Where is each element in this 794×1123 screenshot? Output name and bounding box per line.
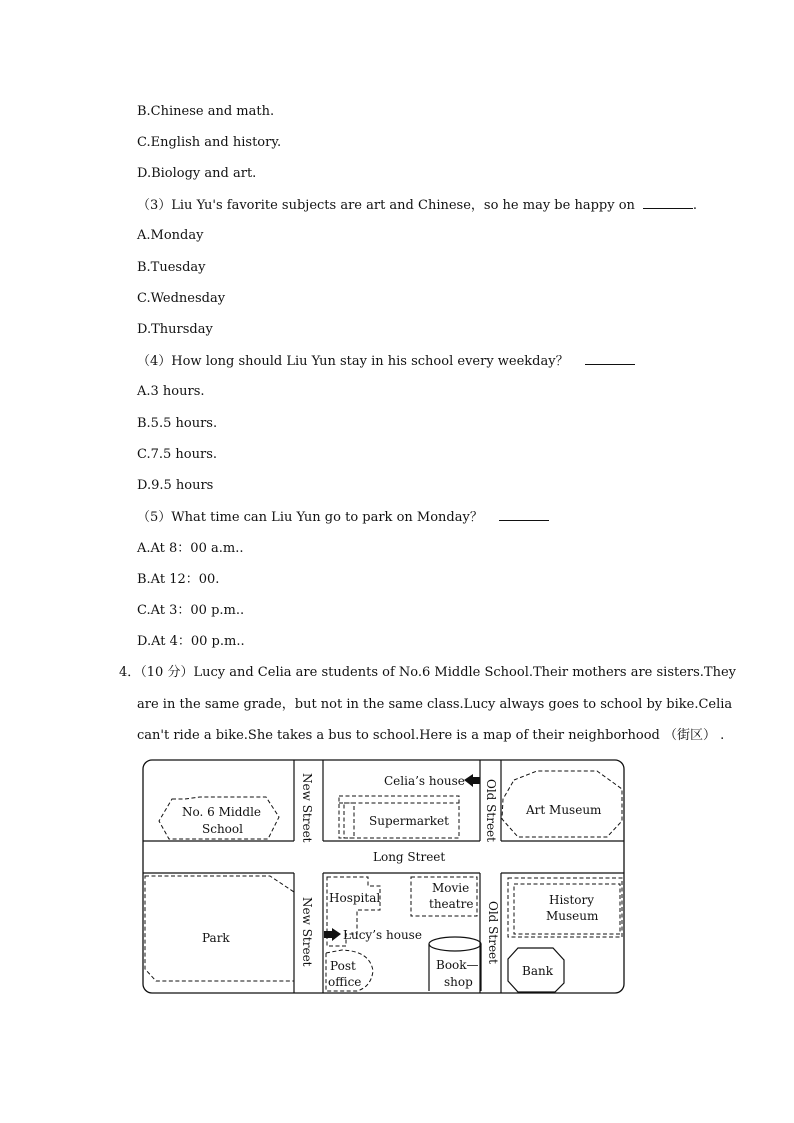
school-label-line1: No. 6 Middle bbox=[182, 805, 262, 819]
new-street-label-bottom: New Street bbox=[300, 897, 314, 967]
option-q2-b: B.Chinese and math. bbox=[137, 104, 275, 119]
post-office-label-line1: Post bbox=[330, 959, 356, 973]
option-q5-c: C.At 3：00 p.m.. bbox=[137, 603, 245, 618]
lucys-house-label: Lucy’s house bbox=[343, 928, 422, 942]
answer-blank-5[interactable] bbox=[499, 508, 549, 521]
q4-section-text-1: Lucy and Celia are students of No.6 Middle School.Their mothers are sisters.They bbox=[193, 665, 737, 680]
option-q4-d: D.9.5 hours bbox=[137, 478, 214, 493]
q4-section-line-3: can't ride a bike.She takes a bus to school.Here is a map of their neighborhood （街区） . bbox=[137, 728, 725, 743]
history-museum-label-line1: History bbox=[549, 893, 595, 907]
q4-section-line-1 bbox=[119, 664, 736, 682]
bank-label: Bank bbox=[522, 964, 553, 978]
park-label: Park bbox=[202, 931, 230, 945]
movie-theatre-label-line2: theatre bbox=[429, 897, 474, 911]
option-q5-d: D.At 4：00 p.m.. bbox=[137, 634, 245, 649]
school-label-line2: School bbox=[202, 822, 243, 836]
movie-theatre-label-line1: Movie bbox=[432, 881, 470, 895]
celias-house-label: Celia’s house bbox=[384, 774, 465, 788]
option-q2-c: C.English and history. bbox=[137, 135, 282, 150]
option-q2-d: D.Biology and art. bbox=[137, 166, 257, 181]
option-q5-a: A.At 8：00 a.m.. bbox=[137, 541, 244, 556]
option-q4-c: C.7.5 hours. bbox=[137, 447, 218, 462]
option-q5-b: B.At 12：00. bbox=[137, 572, 220, 587]
supermarket-label: Supermarket bbox=[369, 814, 449, 828]
option-q4-a: A.3 hours. bbox=[137, 384, 205, 399]
question-5-stem: （5）What time can Liu Yun go to park on Monday？ bbox=[137, 510, 483, 525]
art-museum-label: Art Museum bbox=[526, 803, 602, 817]
question-5 bbox=[137, 508, 549, 527]
q4-section-points: （10 分） bbox=[140, 665, 194, 680]
question-4-stem: （4）How long should Liu Yun stay in his school every weekday？ bbox=[137, 354, 569, 369]
question-3-suffix: . bbox=[692, 198, 698, 213]
park-outline bbox=[145, 876, 294, 981]
post-office-label-line2: office bbox=[328, 975, 362, 989]
old-street-label-bottom: Old Street bbox=[486, 901, 500, 964]
q4-section-number: 4． bbox=[119, 665, 141, 680]
option-q3-b: B.Tuesday bbox=[137, 260, 206, 275]
hospital-label: Hospital bbox=[329, 891, 381, 905]
option-q3-a: A.Monday bbox=[137, 228, 204, 243]
option-q3-d: D.Thursday bbox=[137, 322, 213, 337]
old-street-label-top: Old Street bbox=[484, 779, 498, 842]
answer-blank-4[interactable] bbox=[585, 352, 635, 365]
long-street-label: Long Street bbox=[373, 850, 446, 864]
question-3-stem: （3）Liu Yu's favorite subjects are art and Chinese，so he may be happy on bbox=[137, 198, 635, 213]
answer-blank-3[interactable] bbox=[643, 196, 693, 209]
history-museum-label-line2: Museum bbox=[546, 909, 599, 923]
question-4 bbox=[137, 352, 635, 371]
map-frame bbox=[143, 760, 624, 993]
bookshop-label-line2: shop bbox=[444, 975, 473, 989]
option-q4-b: B.5.5 hours. bbox=[137, 416, 218, 431]
question-3 bbox=[137, 196, 697, 215]
option-q3-c: C.Wednesday bbox=[137, 291, 226, 306]
neighborhood-map bbox=[142, 759, 626, 995]
new-street-label-top: New Street bbox=[300, 773, 314, 843]
q4-section-line-2: are in the same grade，but not in the same class.Lucy always goes to school by bike.Celia bbox=[137, 697, 733, 712]
celia-house-arrow-icon bbox=[464, 774, 480, 787]
bookshop-label-line1: Book— bbox=[436, 958, 479, 972]
